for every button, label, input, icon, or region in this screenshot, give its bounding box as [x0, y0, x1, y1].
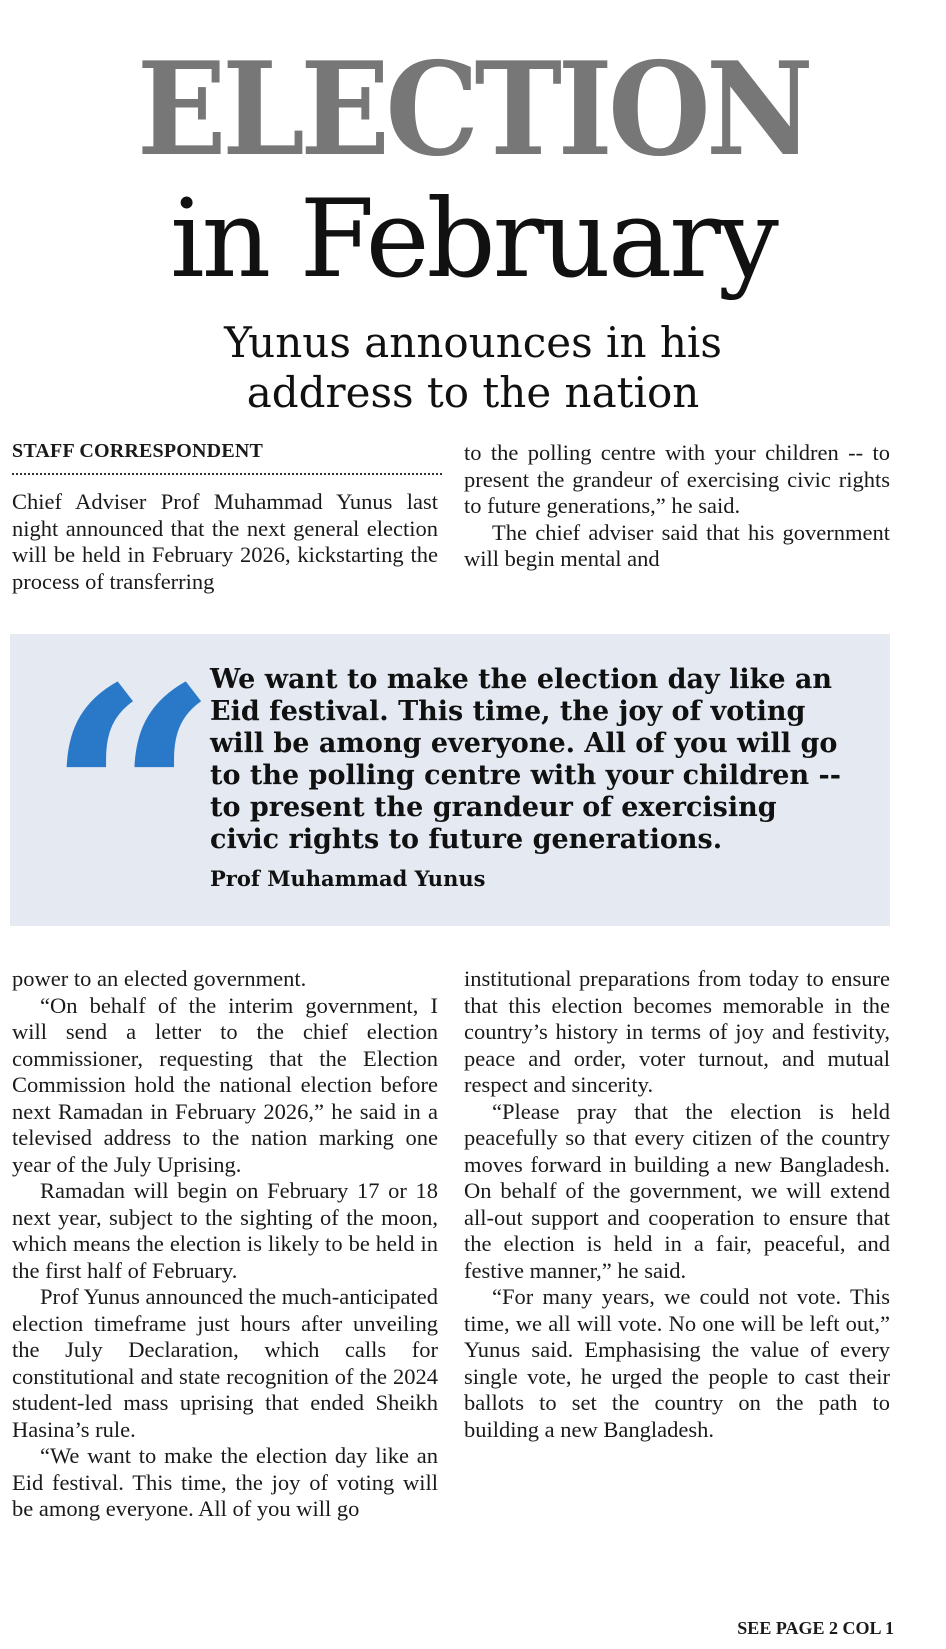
byline: STAFF CORRESPONDENT — [12, 440, 442, 475]
paragraph: Chief Adviser Prof Muhammad Yunus last night announced that the next general election will be held in February 2026, kickstarting the process of transferring — [12, 489, 438, 594]
paragraph: The chief adviser said that his government will begin mental and — [464, 519, 890, 571]
pull-quote-attribution: Prof Muhammad Yunus — [210, 866, 486, 891]
paragraph: “Please pray that the election is held peacefully so that every citizen of the country moves forward in building a new Bangladesh. On behalf of the government, we will extend all-out support and cooperation to ensure that the election is held in a fair, peaceful, and festive manner,” he said. — [464, 1098, 890, 1283]
headline-line-2: in February — [170, 177, 776, 302]
pull-quote-text: We want to make the election day like an Eid festival. This time, the joy of voting will be among everyone. All of you will go to the polling centre with your children -- to present the grandeur of exercising civic rights to future generations. — [210, 664, 841, 855]
paragraph: power to an elected government. — [12, 966, 307, 991]
paragraph: institutional preparations from today to ensure that this election becomes memorable in the country’s history in terms of joy and festivity, peace and order, voter turnout, and mutual respect and sincerity. — [464, 966, 890, 1097]
subheadline-line-1: Yunus announces in his — [224, 318, 722, 367]
paragraph: “For many years, we could not vote. This time, we all will vote. No one will be left out,” Yunus said. Emphasising the value of every single vote, he urged the people to cast their ballots to set the country on the path to building a new Bangladesh. — [464, 1284, 890, 1442]
article-bottom-column-1 — [12, 966, 438, 1523]
article-bottom-column-2 — [464, 966, 890, 1443]
paragraph: to the polling centre with your children -- to present the grandeur of exercising civic rights to future generations,” he said. — [464, 440, 890, 518]
open-quote-icon: “ — [46, 622, 219, 975]
subheadline — [0, 318, 946, 418]
pull-quote-box — [10, 622, 890, 975]
headline-line-1: ELECTION — [136, 35, 810, 185]
continued-jump-line: SEE PAGE 2 COL 1 — [737, 1618, 894, 1638]
paragraph: “We want to make the election day like an Eid festival. This time, the joy of voting will be among everyone. All of you will go — [12, 1443, 438, 1521]
article-top-column-2 — [464, 440, 890, 573]
paragraph: Ramadan will begin on February 17 or 18 next year, subject to the sighting of the moon, which means the election is likely to be held in the first half of February. — [12, 1178, 438, 1283]
paragraph: Prof Yunus announced the much-anticipated election timeframe just hours after unveiling the July Declaration, which calls for constitutional and state recognition of the 2024 student-led mass uprising that ended Sheikh Hasina’s rule. — [12, 1284, 438, 1442]
subheadline-line-2: address to the nation — [246, 368, 700, 417]
article-top-column-1 — [12, 489, 438, 595]
paragraph: “On behalf of the interim government, I will send a letter to the chief election commissioner, requesting that the Election Commission hold the national election before next Ramadan in February 2026,” he said in a televised address to the nation marking one year of the July Uprising. — [12, 992, 438, 1177]
